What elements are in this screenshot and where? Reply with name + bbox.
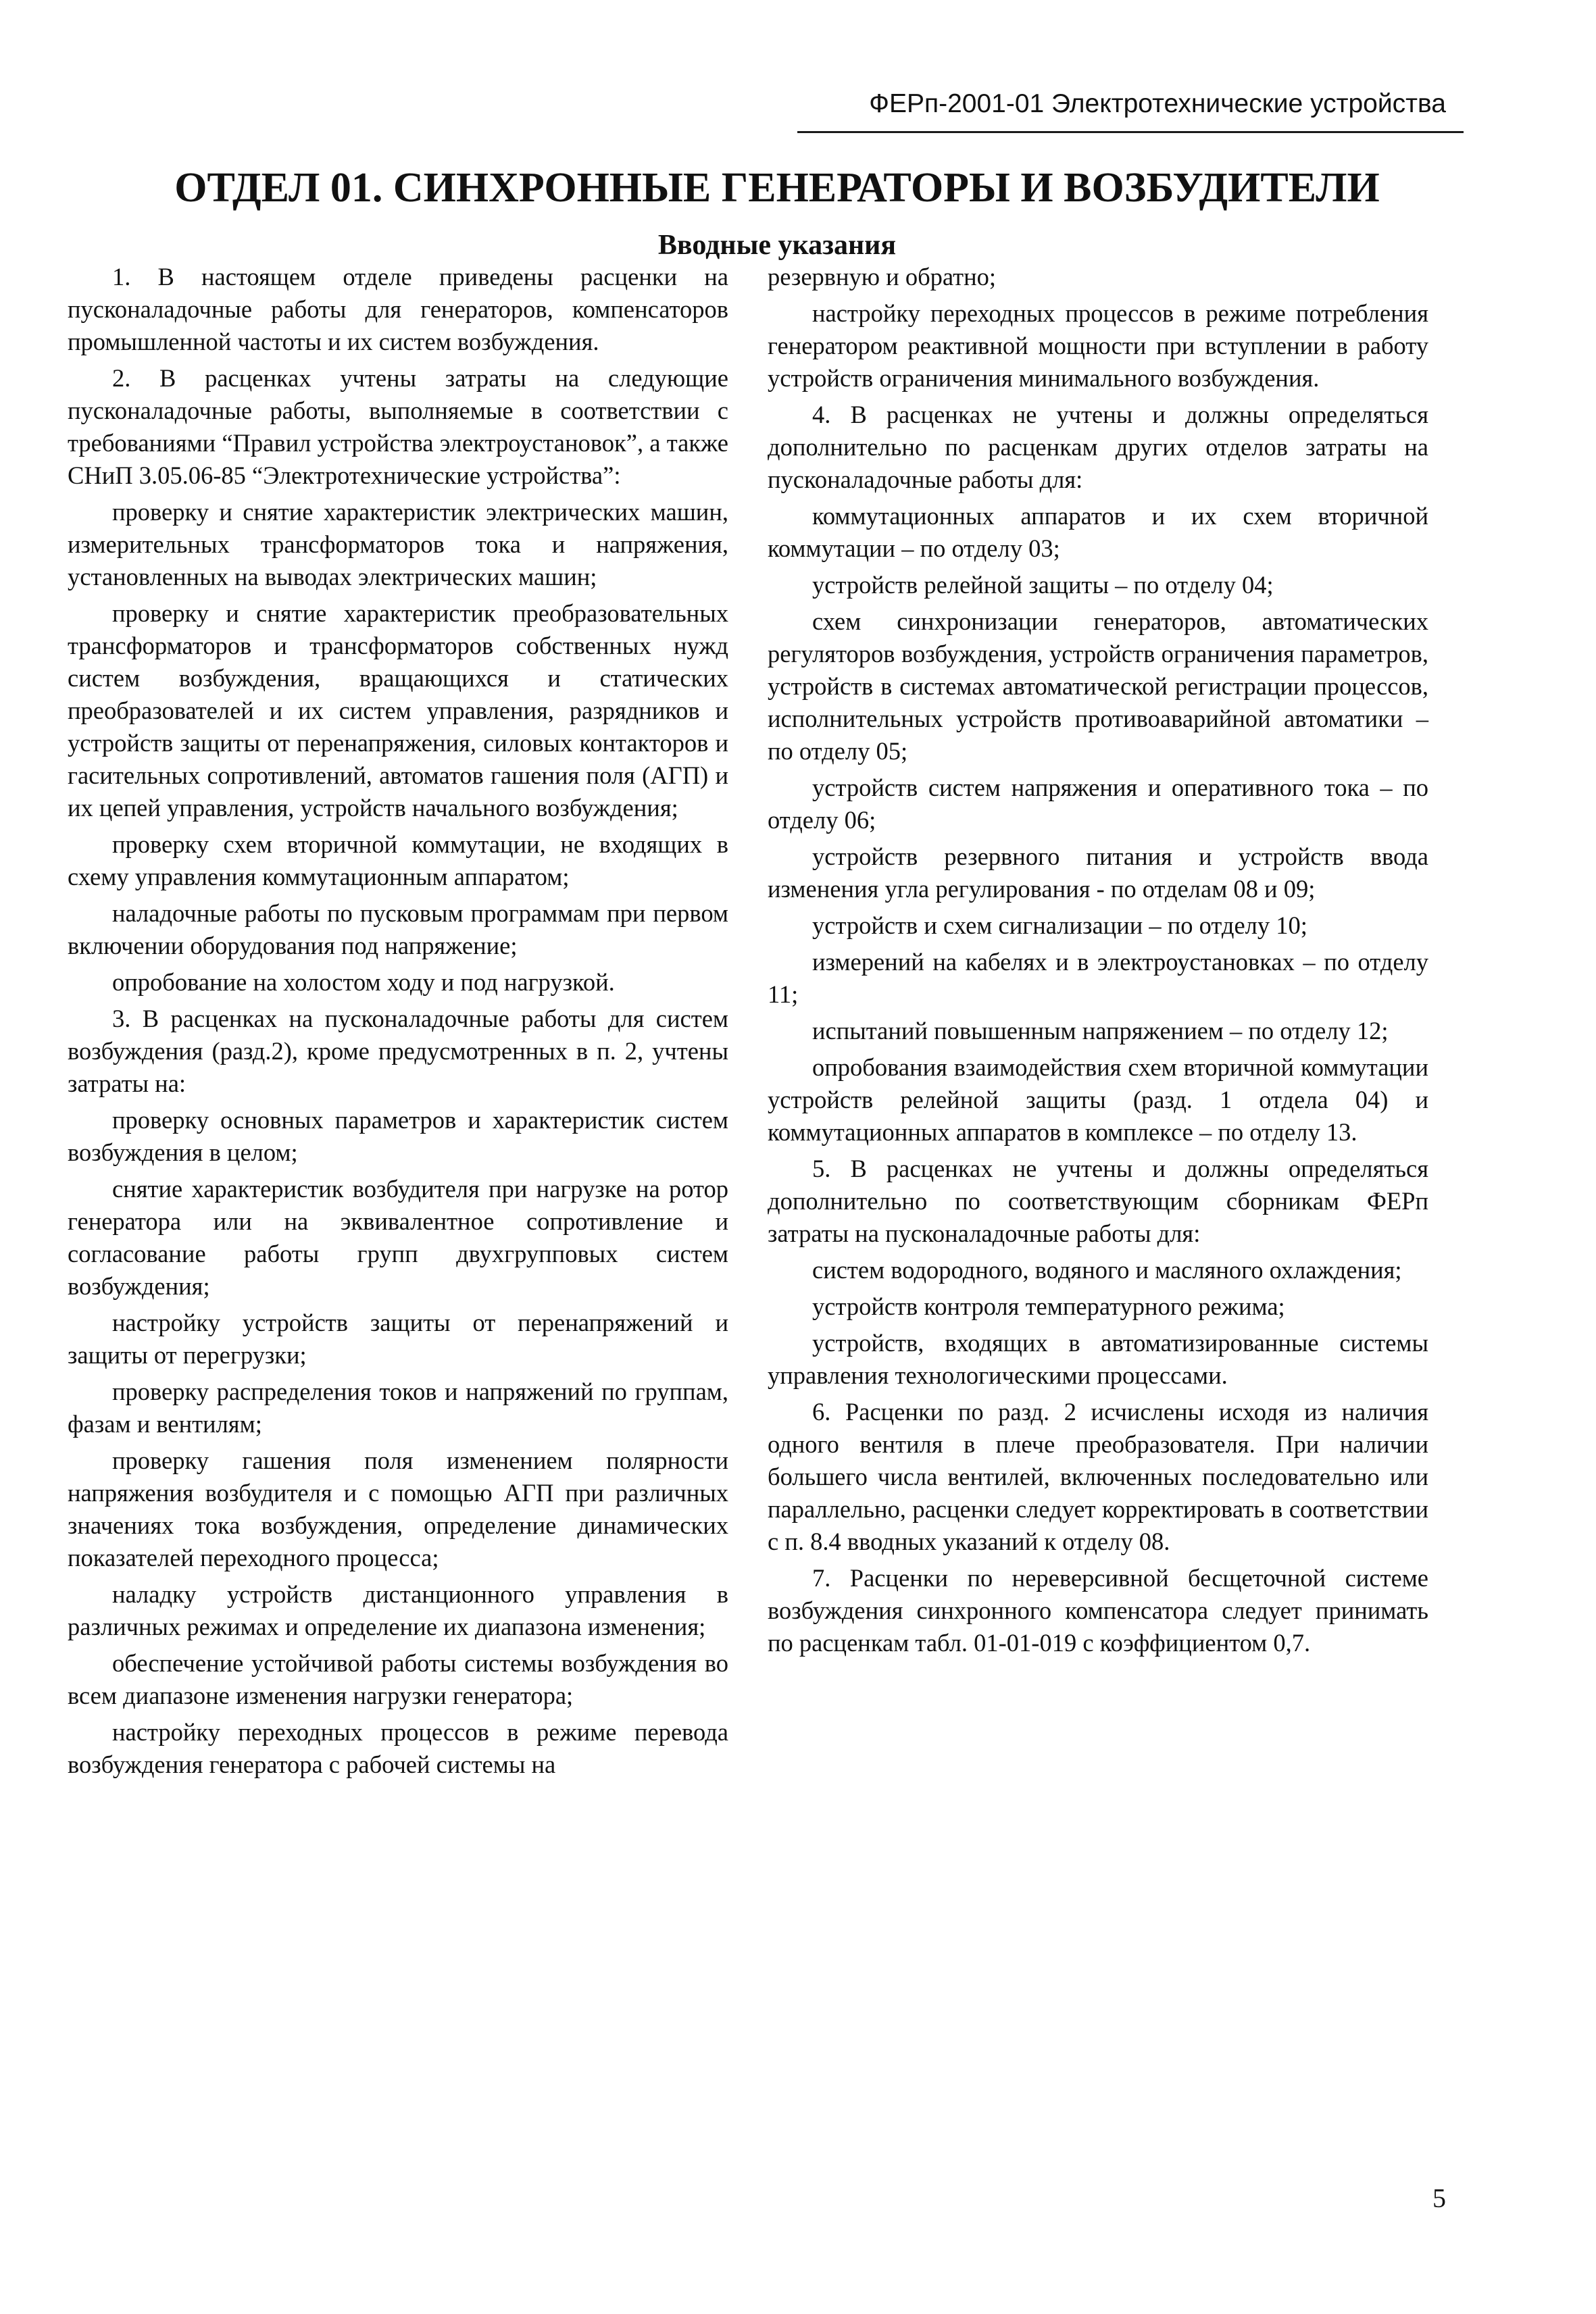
paragraph: 5. В расценках не учтены и должны определяться дополнительно по соответствующим сборникам ФЕРп затраты на пусконаладочные работы для:	[768, 1155, 1428, 1247]
paragraph: коммутационных аппаратов и их схем вторичной коммутации – по отделу 03;	[768, 502, 1428, 562]
paragraph: обеспечение устойчивой работы системы возбуждения во всем диапазоне изменения нагрузки генератора;	[68, 1649, 728, 1709]
paragraph: опробования взаимодействия схем вторичной коммутации устройств релейной защиты (разд. 1 отдела 04) и коммутационных аппаратов в комплексе – по отделу 13.	[768, 1053, 1428, 1146]
paragraph: измерений на кабелях и в электроустановках – по отделу 11;	[768, 948, 1428, 1008]
paragraph: настройку устройств защиты от перенапряжений и защиты от перегрузки;	[68, 1309, 728, 1369]
paragraph: 3. В расценках на пусконаладочные работы для систем возбуждения (разд.2), кроме предусмотренных в п. 2, учтены затраты на:	[68, 1005, 728, 1097]
paragraph: схем синхронизации генераторов, автоматических регуляторов возбуждения, устройств ограничения параметров, устройств в системах автоматической регистрации процессов, исполнительных устройств противоаварийной автоматики – по отделу 05;	[768, 607, 1428, 765]
paragraph: устройств контроля температурного режима;	[812, 1292, 1285, 1320]
intro-heading: Вводные указания	[657, 230, 897, 261]
paragraph: наладку устройств дистанционного управления в различных режимах и определение их диапазона изменения;	[68, 1580, 728, 1640]
section-title: ОТДЕЛ 01. СИНХРОННЫЕ ГЕНЕРАТОРЫ И ВОЗБУДИТЕЛИ	[174, 165, 1380, 211]
paragraph: проверку гашения поля изменением полярности напряжения возбудителя и с помощью АГП при различных значениях тока возбуждения, определение динамических показателей переходного процесса;	[68, 1447, 728, 1571]
paragraph: 4. В расценках не учтены и должны определяться дополнительно по расценкам других отделов затраты на пусконаладочные работы для:	[768, 401, 1428, 493]
paragraph: проверку схем вторичной коммутации, не входящих в схему управления коммутационным аппаратом;	[68, 830, 728, 890]
paragraph: испытаний повышенным напряжением – по отделу 12;	[812, 1017, 1389, 1045]
page-number: 5	[1432, 2183, 1446, 2213]
running-header: ФЕРп-2001-01 Электротехнические устройства	[869, 89, 1446, 118]
paragraph: устройств резервного питания и устройств ввода изменения угла регулирования - по отделам 08 и 09;	[768, 842, 1428, 903]
paragraph: устройств релейной защиты – по отделу 04;	[812, 571, 1274, 599]
paragraph: 7. Расценки по нереверсивной бесщеточной системе возбуждения синхронного компенсатора следует принимать по расценкам табл. 01-01-019 с коэффициентом 0,7.	[768, 1564, 1428, 1657]
paragraph: настройку переходных процессов в режиме перевода возбуждения генератора с рабочей системы на	[68, 1718, 728, 1778]
paragraph: 1. В настоящем отделе приведены расценки на пусконаладочные работы для генераторов, компенсаторов промышленной частоты и их систем возбуждения.	[68, 263, 728, 355]
right-column	[768, 261, 1428, 1663]
paragraph: систем водородного, водяного и масляного охлаждения;	[812, 1256, 1402, 1284]
paragraph: 2. В расценках учтены затраты на следующие пусконаладочные работы, выполняемые в соответствии с требованиями “Правил устройства электроустановок”, а также СНиП 3.05.06-85 “Электротехнические устройства”:	[68, 364, 728, 489]
left-column	[68, 261, 728, 1785]
paragraph: проверку основных параметров и характеристик систем возбуждения в целом;	[68, 1106, 728, 1166]
paragraph: настройку переходных процессов в режиме потребления генератором реактивной мощности при вступлении в работу устройств ограничения минимального возбуждения.	[768, 299, 1428, 392]
paragraph: наладочные работы по пусковым программам при первом включении оборудования под напряжение;	[68, 899, 728, 959]
paragraph: резервную и обратно;	[768, 263, 997, 291]
paragraph: снятие характеристик возбудителя при нагрузке на ротор генератора или на эквивалентное сопротивление и согласование работы групп двухгрупповых систем возбуждения;	[68, 1175, 728, 1300]
paragraph: устройств, входящих в автоматизированные системы управления технологическими процессами.	[768, 1329, 1428, 1389]
paragraph: устройств и схем сигнализации – по отделу 10;	[812, 911, 1307, 939]
paragraph: опробование на холостом ходу и под нагрузкой.	[112, 968, 615, 996]
paragraph: проверку и снятие характеристик электрических машин, измерительных трансформаторов тока и напряжения, установленных на выводах электрических машин;	[68, 498, 728, 590]
paragraph: проверку и снятие характеристик преобразовательных трансформаторов и трансформаторов собственных нужд систем возбуждения, вращающихся и статических преобразователей и их систем управления, разрядников и устройств защиты от перенапряжения, силовых контакторов и гасительных сопротивлений, автоматов гашения поля (АГП) и их цепей управления, устройств начального возбуждения;	[68, 599, 728, 822]
paragraph: устройств систем напряжения и оперативного тока – по отделу 06;	[768, 774, 1428, 834]
paragraph: 6. Расценки по разд. 2 исчислены исходя из наличия одного вентиля в плече преобразователя. При наличии большего числа вентилей, включенных последовательно или параллельно, расценки следует корректировать в соответствии с п. 8.4 вводных указаний к отделу 08.	[768, 1398, 1428, 1555]
paragraph: проверку распределения токов и напряжений по группам, фазам и вентилям;	[68, 1378, 728, 1438]
header-rule	[797, 131, 1464, 133]
